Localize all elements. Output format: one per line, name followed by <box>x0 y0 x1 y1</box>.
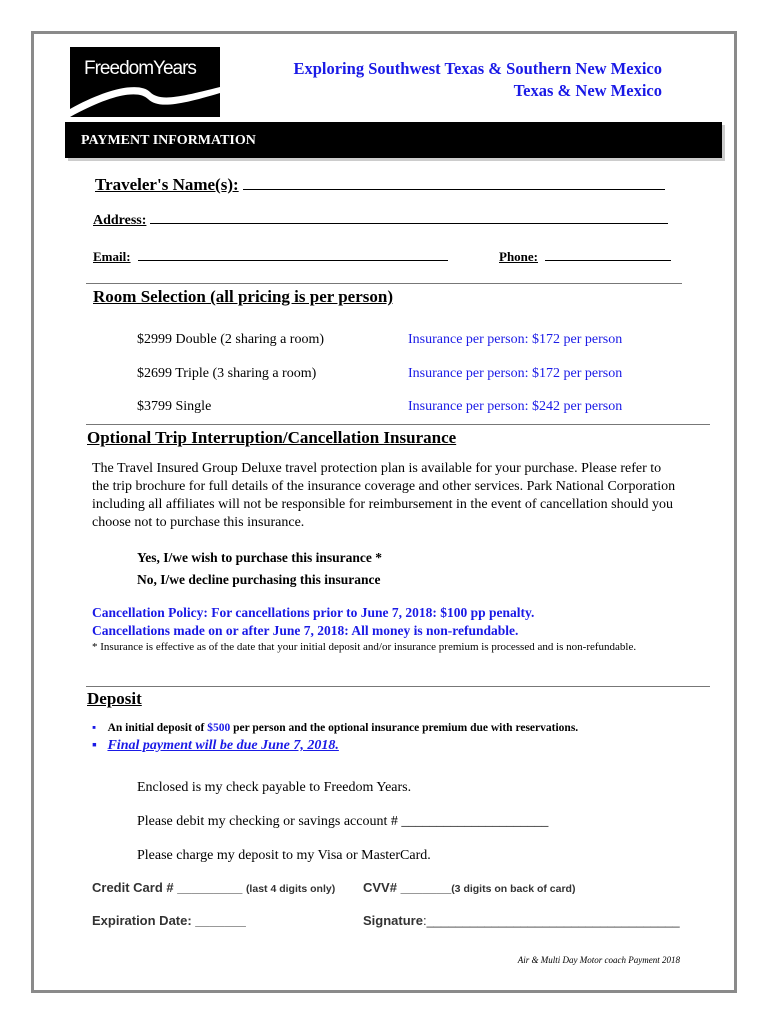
insurance-price: Insurance per person: $242 per person <box>408 399 623 414</box>
divider <box>86 686 710 687</box>
insurance-heading: Optional Trip Interruption/Cancellation Insurance <box>87 428 457 447</box>
check-option[interactable]: Enclosed is my check payable to Freedom Years. <box>137 780 412 795</box>
freedom-years-logo: FreedomYears <box>70 47 220 117</box>
payment-information-banner: PAYMENT INFORMATION <box>65 122 722 158</box>
cancellation-policy: Cancellation Policy: For cancellations prior to June 7, 2018: $100 pp penalty. <box>92 605 535 620</box>
phone-field[interactable]: Phone: <box>499 249 671 265</box>
room-selection-heading: Room Selection (all pricing is per person) <box>93 287 393 306</box>
trip-title: Exploring Southwest Texas & Southern New Mexico Texas & New Mexico <box>293 59 662 100</box>
footer-text: Air & Multi Day Motor coach Payment 2018 <box>517 955 680 965</box>
email-field[interactable]: Email: <box>93 249 448 265</box>
insurance-note: * Insurance is effective as of the date that your initial deposit and/or insurance premium is processed and is non-refundable. <box>92 641 637 653</box>
deposit-heading: Deposit <box>87 689 142 708</box>
insurance-prices <box>408 323 622 424</box>
insurance-price: Insurance per person: $172 per person <box>408 332 623 347</box>
divider <box>86 424 710 425</box>
final-payment-bullet: ▪ Final payment will be due June 7, 2018. <box>92 738 339 753</box>
room-option[interactable]: $2999 Double (2 sharing a room) <box>137 332 325 347</box>
insurance-no-option[interactable]: No, I/we decline purchasing this insurance <box>137 572 381 587</box>
room-options <box>137 323 324 424</box>
credit-card-field[interactable]: Credit Card # _________ (last 4 digits only) <box>92 880 336 895</box>
debit-option[interactable]: Please debit my checking or savings account # _____________________ <box>137 814 549 829</box>
insurance-body: The Travel Insured Group Deluxe travel protection plan is available for your purchase. Please refer to the trip brochure for full details of the insurance coverage and other services. Park National Corporation including all affiliates will not be responsible for reimbursement in the event of cancellation should you choose not to purchase this insurance. <box>92 461 676 530</box>
room-option[interactable]: $2699 Triple (3 sharing a room) <box>137 365 317 381</box>
room-option[interactable]: $3799 Single <box>137 399 212 414</box>
divider <box>86 283 682 284</box>
cvv-field[interactable]: CVV# _______(3 digits on back of card) <box>363 880 576 895</box>
travelers-name-field[interactable]: Traveler's Name(s): <box>95 175 665 195</box>
address-field[interactable]: Address: <box>93 213 668 229</box>
insurance-yes-option[interactable]: Yes, I/we wish to purchase this insurance * <box>137 550 383 565</box>
expiration-date-field[interactable]: Expiration Date: _______ <box>92 913 246 928</box>
signature-field[interactable]: Signature:___________________________________ <box>363 913 680 928</box>
deposit-bullet: ▪ An initial deposit of $500 per person and the optional insurance premium due with reservations. <box>92 722 579 734</box>
insurance-price: Insurance per person: $172 per person <box>408 365 623 381</box>
charge-option[interactable]: Please charge my deposit to my Visa or MasterCard. <box>137 848 431 863</box>
cancellation-policy: Cancellations made on or after June 7, 2018: All money is non-refundable. <box>92 623 519 638</box>
